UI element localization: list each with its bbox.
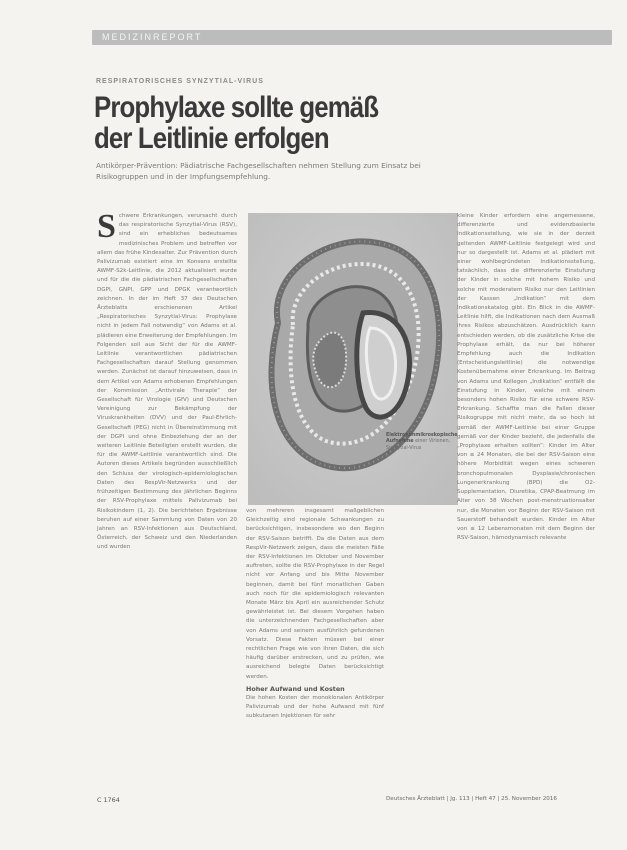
article-kicker: RESPIRATORISCHES SYNZYTIAL-VIRUS	[96, 78, 264, 85]
column-2-text-continued: Die hohen Kosten der monoklonalen Antikörper Palivizumab und der hohe Aufwand mit fünf subkutanen Injektionen für sehr	[246, 695, 384, 720]
figure-caption	[386, 433, 458, 452]
publication-info: Deutsches Ärzteblatt | Jg. 113 | Heft 47 | 25. November 2016	[386, 796, 557, 802]
column-2-text: von mehreren insgesamt maßgeblichen Gleichzeitig sind regionale Schwankungen zu berücksichtigen, insbesondere wo den Beginn der RSV-Saison betrifft. Da die Daten aus dem RespVir-Netzwerk zeigen, dass die meisten Fälle der RSV-Infektionen im Oktober und November auftreten, sollte die RSV-Prophylaxe in der Regel nicht vor Anfang und bis Mitte November beginnen, damit bei fünf monatlichen Gaben auch noch für die epidemiologisch relevanten Monate März bis April ein ausreichender Schutz gewährleistet ist. Bei diesem Vorgehen haben die unterzeichnenden Fachgesellschaften aber von Adams und seinem ausführlich gefundenen Vorsatz. Diese Fakten müssen bei einer rechtlichen Frage wie von ihren Daten, die sich häufig darüber erstrecken, und zu prüfen, wie ausreichend belegte Daten berücksichtigt werden.	[246, 508, 384, 680]
dropcap: S	[97, 208, 116, 245]
article-title-line-1: Prophylaxe sollte gemäß	[94, 91, 379, 124]
figure-caption-title: Elektronenmikroskopische Aufnahme	[386, 433, 458, 445]
column-3-text: kleine Kinder erfordern eine angemessene, differenzierte und evidenzbasierte Indikationsstellung, wie sie in der derzeit geltenden AWMF-Leitlinie festgelegt wird und nur so dargestellt ist. Adams et al. plädiert mit einer wohlbegründeten Indikationsstellung, tatsächlich, dass die differenzierte Einstufung der Kinder in solche mit hohem Risiko und solche mit moderatem Risiko nur den Leitlinien der Kassen „Indikation“ mit dem Indikationskatalog gibt. Ein Blick in die AWMF-Leitlinie hilft, die Indikationen nach dem Ausmaß ihres Risikos abzuschätzen. Ausdrücklich kann entschieden werden, ob die zusätzliche Krise die Prophylaxe erhält, da nur bei höherer Empfehlung auch die Indikation (Entscheidungsleitlinie) die notwendige Kostenübernahme einer Erkrankung. Im Beitrag von Adams und Kollegen „Indikation“ entfällt die Einstufung in Kinder, welche mit einem besonders hohen Risiko für eine schwere RSV-Erkrankung. Schaffte man die Fallen dieser Risikogruppe mit nicht mehr, da so hoch ist gemäß der AWMF-Leitlinie bei einer Gruppe gemäß vor der Kinder bezieht, die jedenfalls die „Prophylaxe erhalten sollten“: Kinder im Alter von ≤ 24 Monaten, die bei der RSV-Saison eine höhere Morbidität wegen eines schweren bronchopulmonalen Dysplasie/chronischen Lungenerkrankung (BPD) die O2-Supplementation, Diuretika, CPAP-Beatmung im Alter von 38 Wochen post-menstruationsalter nur, die Monaten vor Beginn der RSV-Saison mit Sauerstoff behandelt wurden. Kinder im Alter von ≤ 12 Lebensmonaten mit dem Beginn der RSV-Saison, hämodynamisch relevante	[457, 213, 595, 542]
page-number: C 1764	[97, 796, 120, 804]
figure-caption-text: einer Virionen, Synzytial-Virus	[386, 439, 451, 451]
virus-micrograph-image	[248, 213, 458, 505]
article-title-line-2: der Leitlinie erfolgen	[94, 122, 329, 155]
column-1-text: chwere Erkrankungen, verursacht durch das respiratorische Synzytial-Virus (RSV), sind ein erhebliches bedeutsames medizinisches Problem und betreffen vor allem das frühe Kindesalter. Zur Prävention durch Palivizumab existiert eine im Konsens erstellte AWMF-S2k-Leitlinie, die 2012 aktualisiert wurde und für die die pädiatrischen Fachgesellschaften DGPI, GNPI, GPP und DPGK verantwortlich zeichnen. In der im Heft 37 des Deutschen Ärzteblatts erschienenen Artikel „Respiratorisches Synzytial-Virus: Prophylaxe nicht in jedem Fall notwendig“ von Adams et al. plädieren eine Erweiterung der Empfehlungen. Im Folgenden soll aus Sicht der für die AWMF-Leitlinie verantwortlichen pädiatrischen Fachgesellschaften darauf Stellung genommen werden. Zunächst ist darauf hinzuweisen, dass in dem Artikel von Adams erhobenen Empfehlungen der Kommission „Antivirale Therapie“ der Gesellschaft für Virologie (GfV) und Deutschen Vereinigung zur Bekämpfung der Viruskrankheiten (DVV) und der Paul-Ehrlich-Gesellschaft (PEG) nicht in Übereinstimmung mit der DGPI und ohne Einbeziehung der an der weiteren Leitlinie Beteiligten erstellt wurden, die für die AWMF-Leitlinie verantwortlich sind. Die Autoren dieses Artikels begründen ausschließlich den Schluss der virologisch-epidemiologischen Daten des RespVir-Netzwerks und der frühzeitigen Bestimmung des jährlichen Beginns der RSV-Prophylaxe mittels Palivizumab bei Risikokindern (1, 2). Die berichteten Ergebnisse beruhen auf einer Sammlung von Daten von 20 Jahren an RSV-Infektionen aus Deutschland, Österreich, der Schweiz und den Niederlanden und wurden	[97, 213, 237, 551]
section-subhead: Hoher Aufwand und Kosten	[246, 684, 345, 693]
text-column-2	[246, 507, 384, 722]
virus-micrograph-figure	[248, 213, 458, 505]
article-subtitle: Antikörper-Prävention: Pädiatrische Fachgesellschaften nehmen Stellung zum Einsatz bei Risikogruppen und in der Impfungsempfehlung.	[96, 161, 421, 181]
section-header-bar	[92, 30, 612, 45]
text-column-3	[457, 212, 595, 543]
section-label: MEDIZINREPORT	[102, 32, 203, 42]
article-title	[94, 92, 386, 154]
text-column-1	[97, 208, 237, 553]
